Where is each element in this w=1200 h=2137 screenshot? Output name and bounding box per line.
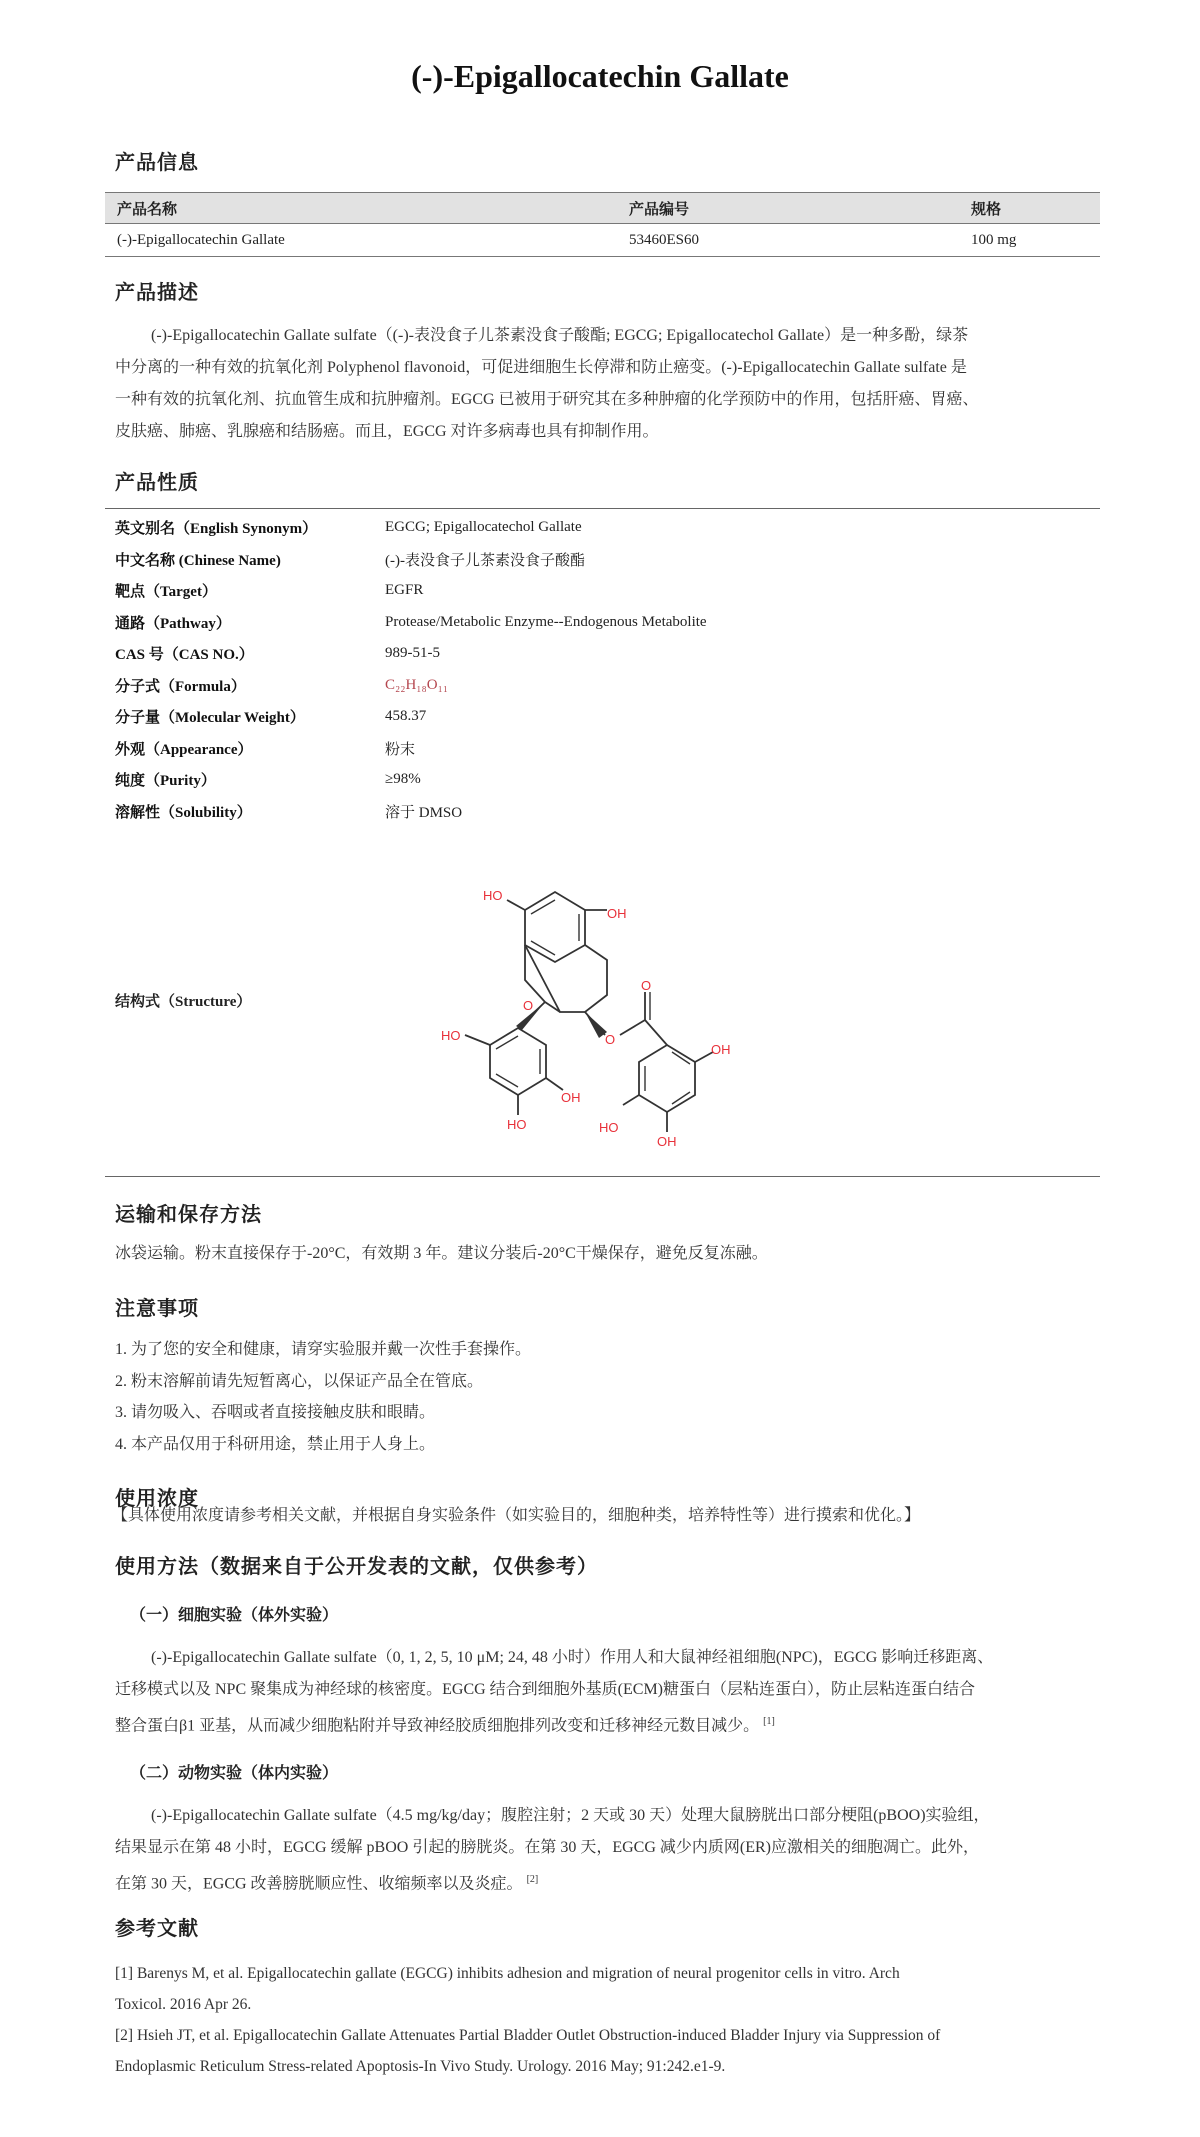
property-key: 靶点（Target） xyxy=(115,584,217,601)
citation-marker: [2] xyxy=(526,1874,539,1885)
methods-heading: 使用方法（数据来自于公开发表的文献，仅供参考） xyxy=(115,1554,598,1578)
paragraph-line: 整合蛋白β1 亚基，从而减少细胞粘附并导致神经胶质细胞排列改变和迁移神经元数目减少。 xyxy=(115,1717,760,1735)
property-row xyxy=(115,607,1095,639)
concentration-text: 【具体使用浓度请参考相关文献，并根据自身实验条件（如实验目的，细胞种类，培养特性等）进行摸索和优化。】 xyxy=(112,1507,921,1524)
atom-label-ho: HO xyxy=(483,888,503,903)
property-row xyxy=(115,701,1095,733)
description-text xyxy=(115,320,1097,448)
cell-product-spec: 100 mg xyxy=(959,224,1100,257)
list-item: 1. 为了您的安全和健康，请穿实验服并戴一次性手套操作。 xyxy=(115,1341,532,1358)
reference-line: Toxicol. 2016 Apr 26. xyxy=(115,1996,252,2013)
animal-experiment-heading: （二）动物实验（体内实验） xyxy=(130,1763,339,1782)
column-header-name: 产品名称 xyxy=(105,193,617,224)
property-row xyxy=(115,575,1095,607)
atom-label-oh: OH xyxy=(711,1042,731,1057)
property-key: 纯度（Purity） xyxy=(115,773,216,790)
atom-label-ester-oxygen: O xyxy=(605,1032,616,1047)
list-item: 4. 本产品仅用于科研用途，禁止用于人身上。 xyxy=(115,1435,436,1453)
property-row xyxy=(115,512,1095,544)
atom-label-oh: OH xyxy=(657,1134,677,1149)
list-item: 2. 粉末溶解前请先短暂离心，以保证产品全在管底。 xyxy=(115,1372,484,1390)
property-row xyxy=(115,764,1095,796)
property-value: 989-51-5 xyxy=(385,645,440,662)
table-row xyxy=(105,224,1100,257)
property-value: 粉末 xyxy=(385,741,416,758)
reference-line: [2] Hsieh JT, et al. Epigallocatechin Gallate Attenuates Partial Bladder Outlet Obstruction-induced Bladder Injury via Suppression of xyxy=(115,2027,941,2044)
description-line: (-)-Epigallocatechin Gallate sulfate（(-)-表没食子儿茶素没食子酸酯; EGCG; Epigallocatechol Gallate）是一种多酚，绿茶 xyxy=(151,327,969,344)
atom-label-ho: HO xyxy=(507,1117,527,1132)
property-key: 外观（Appearance） xyxy=(115,741,253,758)
property-key: 分子式（Formula） xyxy=(115,678,246,695)
atom-label-oh: OH xyxy=(607,906,627,921)
property-key: 分子量（Molecular Weight） xyxy=(115,710,305,727)
reference-line: Endoplasmic Reticulum Stress-related Apoptosis-In Vivo Study. Urology. 2016 May; 91:242.e1-9. xyxy=(115,2058,726,2075)
cell-product-name: (-)-Epigallocatechin Gallate xyxy=(105,224,617,257)
stereo-wedge xyxy=(585,1012,607,1038)
property-row xyxy=(115,544,1095,576)
cell-product-code: 53460ES60 xyxy=(617,224,959,257)
property-value: 458.37 xyxy=(385,708,427,725)
list-item: 3. 请勿吸入、吞咽或者直接接触皮肤和眼睛。 xyxy=(115,1404,436,1421)
notes-list xyxy=(115,1334,531,1460)
atom-label-ho: HO xyxy=(441,1028,461,1043)
property-key: 英文别名（English Synonym） xyxy=(115,521,318,538)
column-header-code: 产品编号 xyxy=(617,193,959,224)
property-value: C₂₂H₁₈O₁₁ xyxy=(385,676,449,693)
atom-label-ho: HO xyxy=(599,1120,619,1135)
reference-line: [1] Barenys M, et al. Epigallocatechin gallate (EGCG) inhibits adhesion and migration of neural progenitor cells in vitro. Arch xyxy=(115,1965,900,1982)
atom-label-oh: OH xyxy=(561,1090,581,1105)
property-key: CAS 号（CAS NO.） xyxy=(115,647,254,664)
description-line: 中分离的一种有效的抗氧化剂 Polyphenol flavonoid，可促进细胞生长停滞和防止癌变。(-)-Epigallocatechin Gallate sulfate 是 xyxy=(115,359,967,376)
properties-list xyxy=(115,512,1095,827)
property-row xyxy=(115,638,1095,670)
concentration-heading: 使用浓度 xyxy=(115,1486,199,1510)
divider xyxy=(105,508,1100,509)
property-value: EGFR xyxy=(385,582,424,599)
storage-heading: 运输和保存方法 xyxy=(115,1202,262,1226)
cell-experiment-text xyxy=(115,1642,1097,1742)
table-header-row xyxy=(105,193,1100,224)
properties-heading: 产品性质 xyxy=(115,470,199,494)
atom-label-carbonyl-oxygen: O xyxy=(641,978,652,993)
animal-experiment-text xyxy=(115,1800,1097,1900)
description-heading: 产品描述 xyxy=(115,280,199,304)
property-key: 中文名称 (Chinese Name) xyxy=(115,552,281,569)
description-line: 皮肤癌、肺癌、乳腺癌和结肠癌。而且，EGCG 对许多病毒也具有抑制作用。 xyxy=(115,423,659,440)
property-row xyxy=(115,733,1095,765)
notes-heading: 注意事项 xyxy=(115,1296,199,1320)
page-title: (-)-Epigallocatechin Gallate xyxy=(411,58,789,94)
atom-label-ring-oxygen: O xyxy=(523,998,534,1013)
paragraph-line: 结果显示在第 48 小时，EGCG 缓解 pBOO 引起的膀胱炎。在第 30 天，EGCG 减少内质网(ER)应激相关的细胞凋亡。此外， xyxy=(115,1839,979,1856)
product-info-table xyxy=(105,192,1100,257)
chemical-structure-diagram xyxy=(395,840,731,1160)
property-row xyxy=(115,670,1095,702)
property-key: 溶解性（Solubility） xyxy=(115,804,252,821)
product-info-heading: 产品信息 xyxy=(115,150,199,174)
property-value: ≥98% xyxy=(385,771,421,788)
property-value: 溶于 DMSO xyxy=(385,804,463,821)
structure-label: 结构式（Structure） xyxy=(115,994,252,1010)
reference-item xyxy=(115,1958,1090,2082)
property-value: EGCG; Epigallocatechol Gallate xyxy=(385,519,582,536)
divider xyxy=(105,1176,1100,1177)
property-value: (-)-表没食子儿茶素没食子酸酯 xyxy=(385,552,585,569)
paragraph-line: (-)-Epigallocatechin Gallate sulfate（0, 1, 2, 5, 10 μM; 24, 48 小时）作用人和大鼠神经祖细胞(NPC)，EGCG 影响迁移距离、 xyxy=(151,1649,994,1666)
paragraph-line: (-)-Epigallocatechin Gallate sulfate（4.5 mg/kg/day；腹腔注射；2 天或 30 天）处理大鼠膀胱出口部分梗阻(pBOO)实验组， xyxy=(151,1807,990,1824)
column-header-spec: 规格 xyxy=(959,193,1100,224)
paragraph-line: 迁移模式以及 NPC 聚集成为神经球的核密度。EGCG 结合到细胞外基质(ECM)糖蛋白（层粘连蛋白），防止层粘连蛋白结合 xyxy=(115,1681,976,1698)
property-row xyxy=(115,796,1095,828)
citation-marker: [1] xyxy=(763,1716,775,1727)
references-heading: 参考文献 xyxy=(115,1916,199,1940)
description-line: 一种有效的抗氧化剂、抗血管生成和抗肿瘤剂。EGCG 已被用于研究其在多种肿瘤的化学预防中的作用，包括肝癌、胃癌、 xyxy=(115,391,979,408)
property-key: 通路（Pathway） xyxy=(115,615,231,632)
paragraph-line: 在第 30 天，EGCG 改善膀胱顺应性、收缩频率以及炎症。 xyxy=(115,1875,523,1893)
structure-bonds xyxy=(465,892,713,1132)
cell-experiment-heading: （一）细胞实验（体外实验） xyxy=(130,1605,339,1624)
storage-text: 冰袋运输。粉末直接保存于-20°C，有效期 3 年。建议分装后-20°C干燥保存，避免反复冻融。 xyxy=(115,1245,768,1262)
property-value: Protease/Metabolic Enzyme--Endogenous Metabolite xyxy=(385,613,707,630)
